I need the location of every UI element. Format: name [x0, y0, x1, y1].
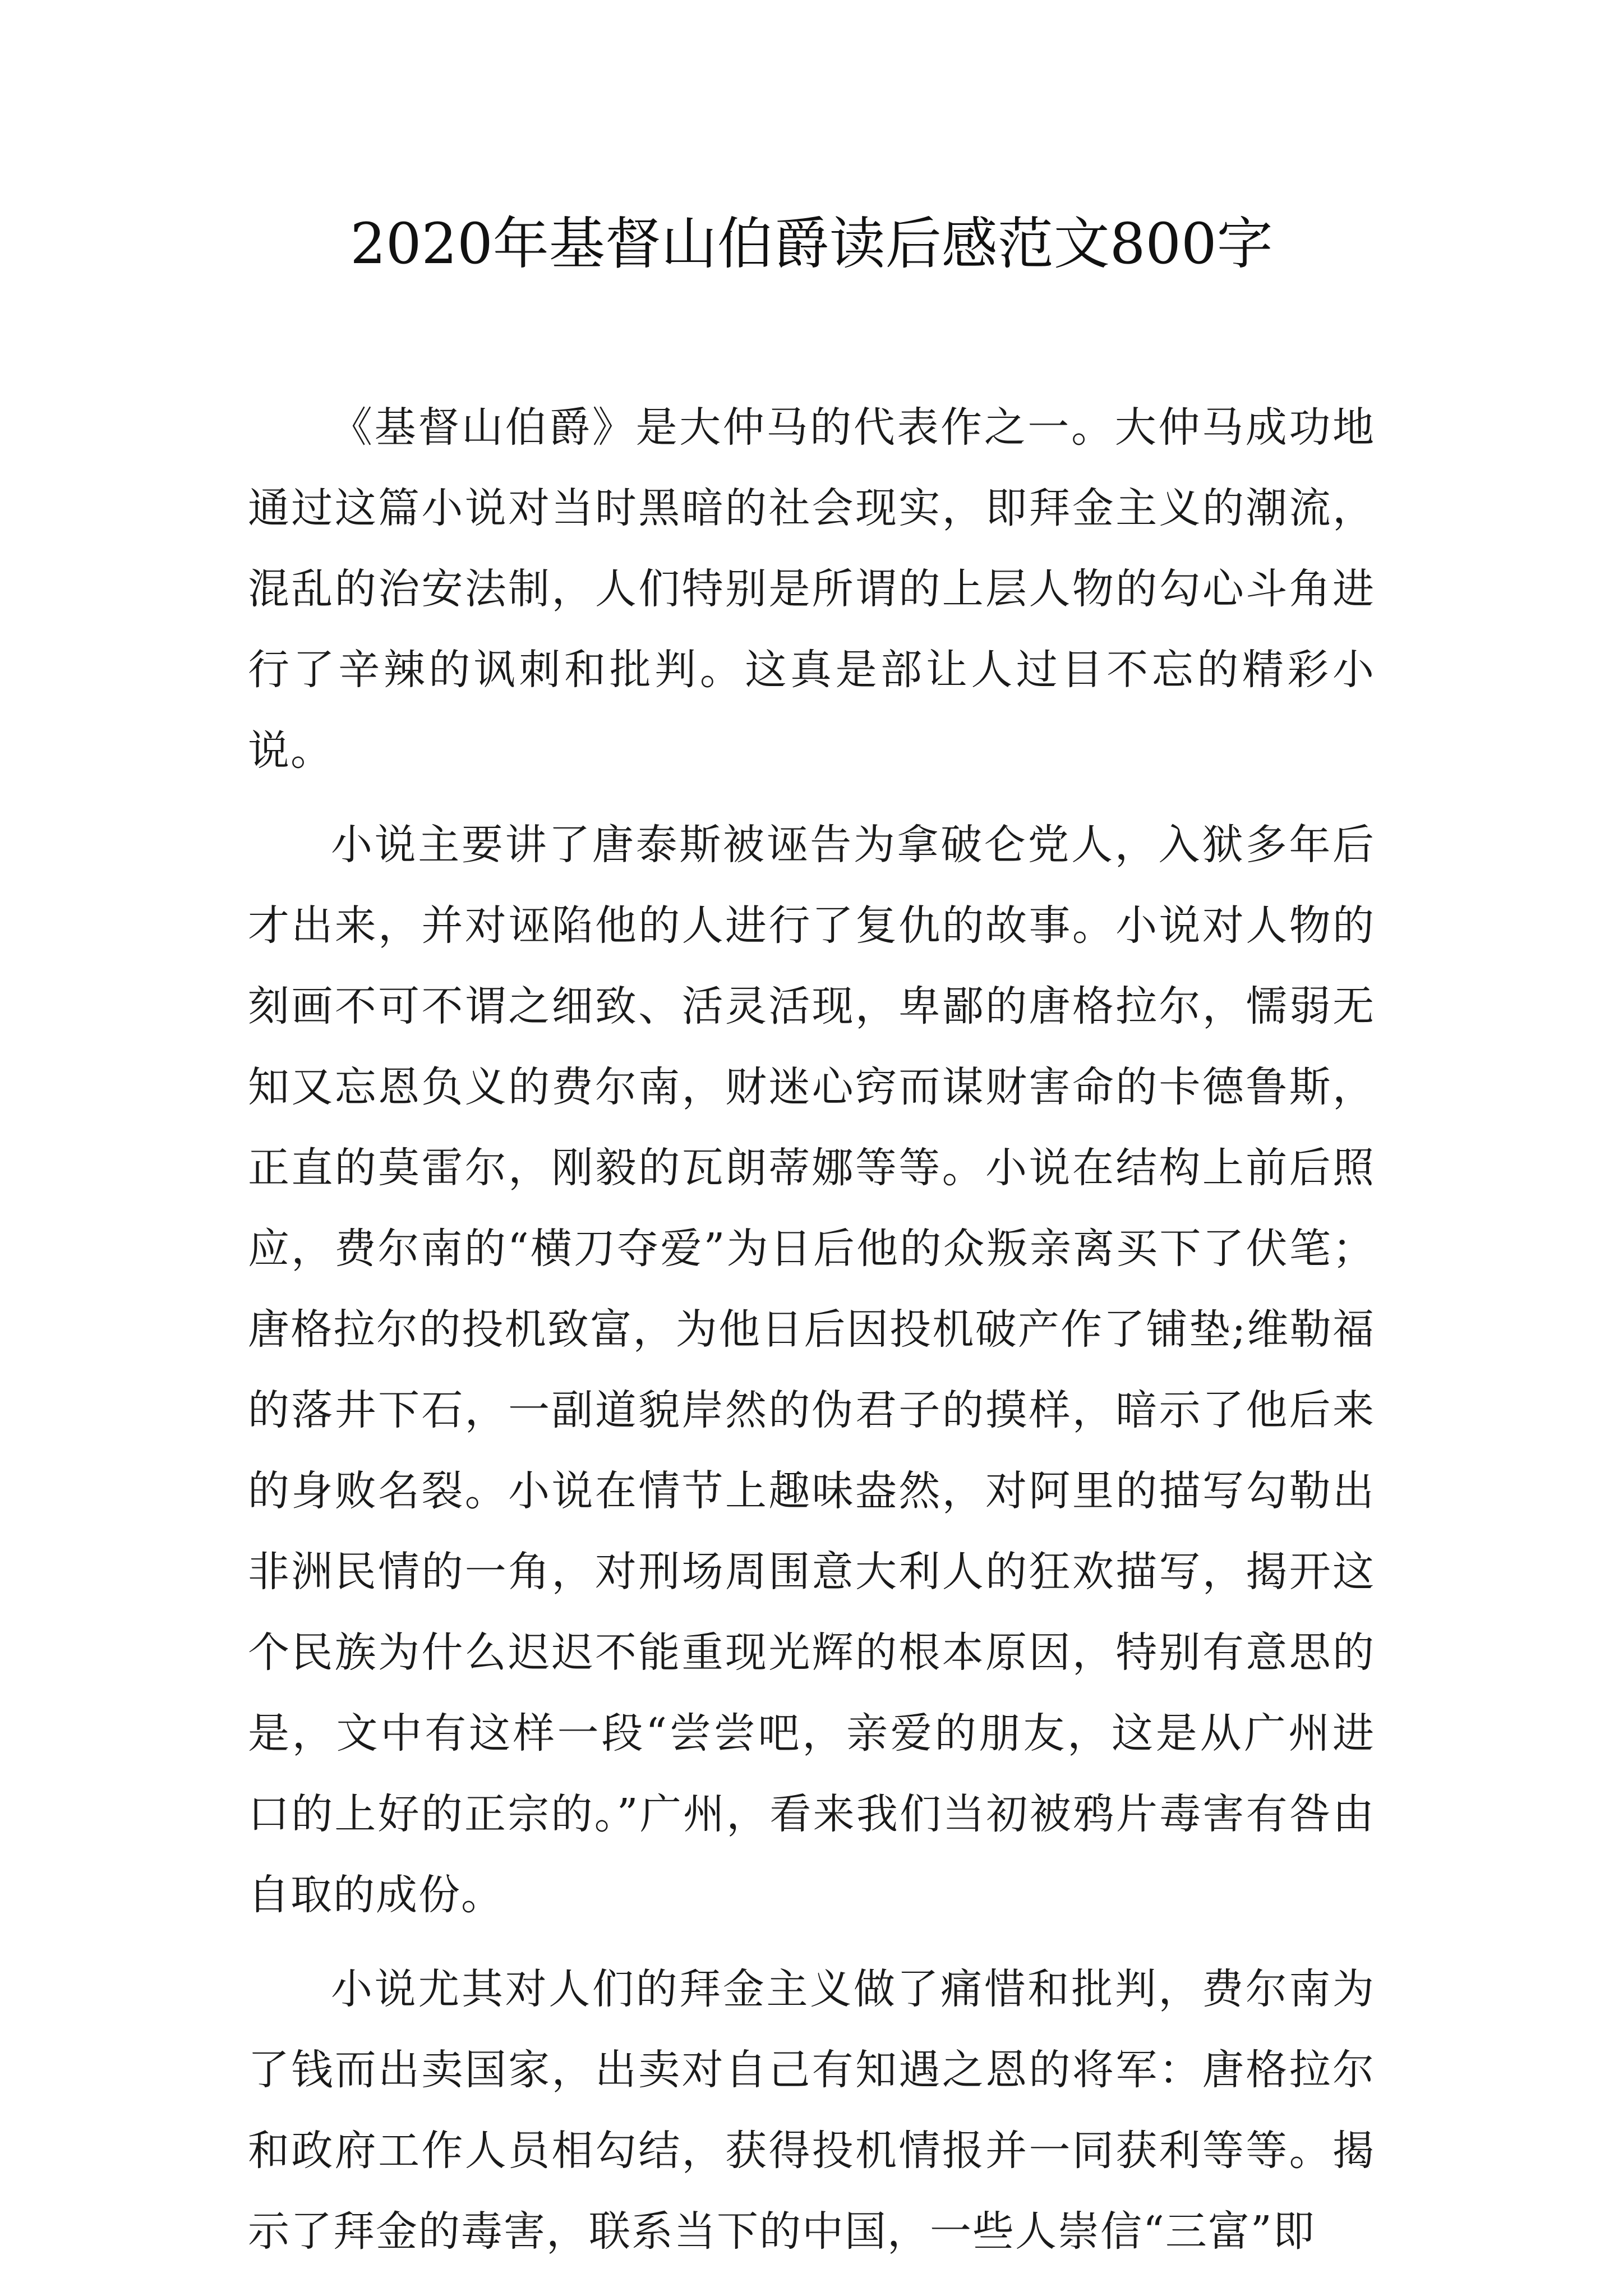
paragraph-1: 《基督山伯爵》是大仲马的代表作之一。大仲马成功地通过这篇小说对当时黑暗的社会现实，即拜金主义的潮流，混乱的治安法制，人们特别是所谓的上层人物的勾心斗角进行了辛辣的讽刺和批判。这真是部让人过目不忘的精彩小说。 — [248, 403, 1375, 775]
document-title: 2020年基督山伯爵读后感范文800字 — [350, 211, 1273, 277]
paragraph-2: 小说主要讲了唐泰斯被诬告为拿破仑党人，入狱多年后才出来，并对诬陷他的人进行了复仇的故事。小说对人物的刻画不可不谓之细致、活灵活现，卑鄙的唐格拉尔，懦弱无知又忘恩负义的费尔南，财迷心窍而谋财害命的卡德鲁斯，正直的莫雷尔，刚毅的瓦朗蒂娜等等。小说在结构上前后照应，费尔南的“横刀夺爱”为日后他的众叛亲离买下了伏笔；唐格拉尔的投机致富，为他日后因投机破产作了铺垫;维勒福的落井下石，一副道貌岸然的伪君子的摸样，暗示了他后来的身败名裂。小说在情节上趣味盎然，对阿里的描写勾勒出非洲民情的一角，对刑场周围意大利人的狂欢描写，揭开这个民族为什么迟迟不能重现光辉的根本原因，特别有意思的是，文中有这样一段“尝尝吧，亲爱的朋友，这是从广州进口的上好的正宗的。”广州，看来我们当初被鸦片毒害有咎由自取的成份。 — [248, 821, 1375, 1919]
document-body — [248, 387, 1375, 2285]
paragraph-3: 小说尤其对人们的拜金主义做了痛惜和批判，费尔南为了钱而出卖国家，出卖对自己有知遇之恩的将军：唐格拉尔和政府工作人员相勾结，获得投机情报并一同获利等等。揭示了拜金的毒害，联系当下的中国，一些人崇信“三富”即 — [248, 1965, 1375, 2256]
